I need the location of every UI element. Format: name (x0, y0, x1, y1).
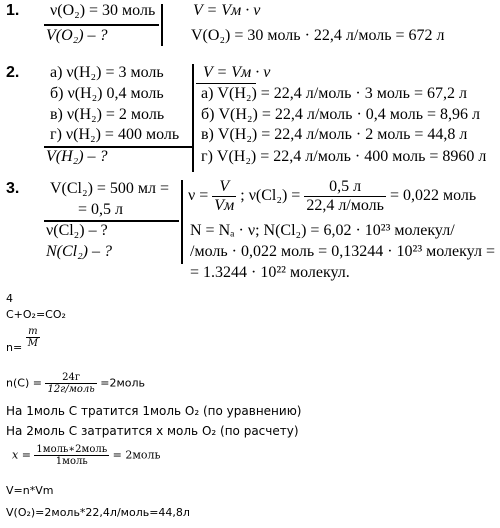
problem-2-given-a: а) ν(H₂) = 3 моль (50, 64, 164, 81)
problem-4-number: 4 (6, 292, 13, 305)
problem-3-separator (181, 180, 183, 264)
problem-4-nC-numerator: 24г (45, 372, 96, 384)
problem-3-nu-fraction (212, 178, 236, 215)
problem-2-calc-c: в) V(H₂) = 22,4 л/моль · 2 моль = 44,8 л (201, 126, 468, 143)
problem-4-n-denominator: M (27, 338, 38, 349)
problem-4-nC-denominator: 12г/моль (47, 384, 95, 395)
problem-3-n-line-2: /моль · 0,022 моль = 0,13244 · 10²³ молекул = (190, 243, 495, 260)
problem-3-n-line-1: N = Nₐ · ν; N(Cl₂) = 6,02 · 10²³ молекул/ (190, 222, 455, 239)
problem-1-find: V(O₂) – ? (46, 27, 108, 44)
problem-2-given-d: г) ν(H₂) = 400 моль (50, 126, 180, 143)
problem-4-v-result: V(O₂)=2моль*22,4л/моль=44,8л (6, 506, 190, 519)
problem-4-n-numerator: m (26, 326, 40, 338)
problem-4-x-denominator: 1моль (55, 456, 88, 467)
problem-4-nC-label: n(C) = (6, 376, 42, 390)
problem-4-x-fraction (34, 444, 109, 467)
problem-4-x-formula (12, 444, 161, 467)
problem-2-formula: V = Vм · ν (203, 64, 271, 81)
problem-4-x-numerator: 1моль∗2моль (36, 444, 108, 455)
problem-3-nu-value-denominator: 22,4 л/моль (306, 197, 384, 214)
problem-1-calculation: V(O₂) = 30 моль · 22,4 л/моль = 672 л (191, 27, 445, 44)
problem-3-nu-mid: ; ν(Cl₂) = (240, 187, 301, 205)
problem-2-find: V(H₂) – ? (46, 148, 108, 165)
problem-2-calc-b: б) V(H₂) = 22,4 л/моль · 0,4 моль = 8,96 л (201, 106, 480, 123)
problem-2-given-c: в) ν(H₂) = 2 моль (50, 106, 165, 123)
problem-3-nu-result: = 0,022 моль (389, 187, 477, 205)
problem-3-given-1: V(Cl₂) = 500 мл = (50, 180, 170, 197)
problem-3-given-2: = 0,5 л (78, 201, 124, 218)
problem-4-v-formula: V=n*Vm (6, 484, 54, 497)
problem-3-number: 3. (6, 180, 20, 197)
problem-1-formula: V = Vм · ν (193, 2, 261, 19)
problem-4-reaction: C+O₂=CO₂ (6, 308, 66, 321)
problem-3-nu-numerator: V (212, 178, 236, 197)
problem-2-number: 2. (6, 64, 20, 81)
problem-4-n-fraction (26, 326, 40, 349)
problem-1-given-divider (44, 24, 159, 26)
problem-3-nu-value-fraction (304, 178, 386, 215)
problem-4-nC-result: =2моль (100, 376, 145, 390)
problem-3-nu-denominator: Vм (214, 197, 235, 214)
problem-2-calc-d: г) V(H₂) = 22,4 л/моль · 400 моль = 8960 л (201, 148, 487, 165)
problem-4-line-2: На 2моль С затратится x моль O₂ (по расчету) (6, 424, 299, 438)
problem-3-find-2: N(Cl₂) – ? (46, 243, 113, 260)
problem-3-nu-value-numerator: 0,5 л (304, 178, 386, 197)
problem-2-formula-underline (196, 83, 256, 84)
problem-4-n-label: n= (6, 340, 23, 354)
problem-1-number: 1. (6, 2, 20, 19)
problem-2-calc-a: а) V(H₂) = 22,4 л/моль · 3 моль = 67,2 л (201, 85, 467, 102)
problem-4-nC-fraction (45, 372, 96, 395)
problem-2-separator (192, 64, 194, 172)
problem-4-line-1: На 1моль С тратится 1моль O₂ (по уравнению) (6, 404, 302, 418)
problem-4-x-result: = 2моль (112, 448, 161, 462)
problem-2-given-b: б) ν(H₂) 0,4 моль (50, 85, 164, 102)
problem-4-x-label: x = (12, 448, 31, 462)
problem-3-n-line-3: = 1.3244 · 10²² молекул. (190, 264, 350, 281)
problem-1-separator (161, 4, 163, 46)
problem-4-nC-formula (6, 372, 145, 395)
problem-1-given: ν(O₂) = 30 моль (50, 2, 156, 19)
problem-4-n-formula (6, 326, 40, 354)
problem-3-find-1: ν(Cl₂) – ? (46, 222, 108, 239)
problem-3-nu-formula (188, 178, 476, 215)
problem-3-nu-lhs: ν = (188, 187, 209, 205)
